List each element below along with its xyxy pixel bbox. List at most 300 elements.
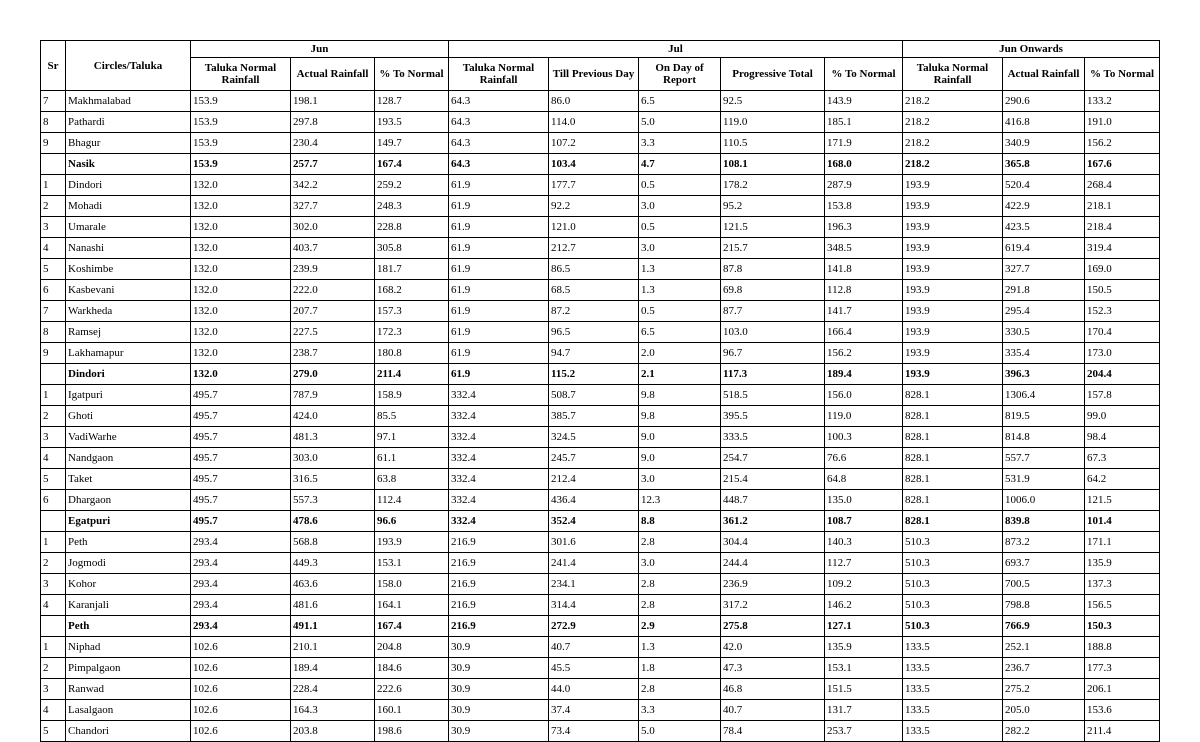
jul-percent-cell: 76.6 [825, 448, 903, 469]
jul-on-day-cell: 2.1 [639, 364, 721, 385]
onwards-actual-cell: 205.0 [1003, 700, 1085, 721]
sr-cell: 4 [41, 595, 66, 616]
header-onwards-normal: Taluka Normal Rainfall [903, 58, 1003, 91]
jul-till-previous-cell: 45.5 [549, 658, 639, 679]
jun-actual-cell: 228.4 [291, 679, 375, 700]
jul-till-previous-cell: 352.4 [549, 511, 639, 532]
table-row [41, 700, 1160, 721]
jul-percent-cell: 119.0 [825, 406, 903, 427]
jun-normal-cell: 495.7 [191, 427, 291, 448]
jun-normal-cell: 153.9 [191, 91, 291, 112]
jun-actual-cell: 230.4 [291, 133, 375, 154]
table-row [41, 280, 1160, 301]
onwards-normal-cell: 828.1 [903, 490, 1003, 511]
jul-till-previous-cell: 324.5 [549, 427, 639, 448]
sr-cell: 5 [41, 259, 66, 280]
jul-normal-cell: 30.9 [449, 679, 549, 700]
onwards-percent-cell: 188.8 [1085, 637, 1160, 658]
sr-cell: 4 [41, 700, 66, 721]
jun-actual-cell: 568.8 [291, 532, 375, 553]
jun-percent-cell: 167.4 [375, 616, 449, 637]
jul-normal-cell: 61.9 [449, 301, 549, 322]
jul-normal-cell: 332.4 [449, 469, 549, 490]
jun-percent-cell: 181.7 [375, 259, 449, 280]
jul-percent-cell: 168.0 [825, 154, 903, 175]
jun-actual-cell: 207.7 [291, 301, 375, 322]
jul-normal-cell: 61.9 [449, 343, 549, 364]
onwards-percent-cell: 153.6 [1085, 700, 1160, 721]
table-row [41, 238, 1160, 259]
jul-progressive-cell: 254.7 [721, 448, 825, 469]
table-row-total [41, 364, 1160, 385]
onwards-percent-cell: 99.0 [1085, 406, 1160, 427]
taluka-name-cell: Dhargaon [66, 490, 191, 511]
sr-cell [41, 511, 66, 532]
jun-normal-cell: 132.0 [191, 364, 291, 385]
onwards-normal-cell: 510.3 [903, 595, 1003, 616]
jun-percent-cell: 228.8 [375, 217, 449, 238]
onwards-normal-cell: 193.9 [903, 217, 1003, 238]
jun-percent-cell: 167.4 [375, 154, 449, 175]
jul-on-day-cell: 9.8 [639, 406, 721, 427]
header-onwards-percent: % To Normal [1085, 58, 1160, 91]
taluka-name-cell: Makhmalabad [66, 91, 191, 112]
jul-normal-cell: 216.9 [449, 553, 549, 574]
onwards-actual-cell: 330.5 [1003, 322, 1085, 343]
jun-actual-cell: 327.7 [291, 196, 375, 217]
table-row [41, 679, 1160, 700]
jul-till-previous-cell: 385.7 [549, 406, 639, 427]
jun-actual-cell: 279.0 [291, 364, 375, 385]
jun-normal-cell: 132.0 [191, 322, 291, 343]
taluka-name-cell: Jogmodi [66, 553, 191, 574]
jul-till-previous-cell: 212.7 [549, 238, 639, 259]
sr-cell: 9 [41, 343, 66, 364]
jul-normal-cell: 61.9 [449, 175, 549, 196]
jun-normal-cell: 293.4 [191, 553, 291, 574]
jul-on-day-cell: 2.0 [639, 343, 721, 364]
jul-till-previous-cell: 436.4 [549, 490, 639, 511]
jul-percent-cell: 140.3 [825, 532, 903, 553]
sr-cell: 9 [41, 133, 66, 154]
onwards-actual-cell: 1006.0 [1003, 490, 1085, 511]
jul-progressive-cell: 40.7 [721, 700, 825, 721]
jun-percent-cell: 184.6 [375, 658, 449, 679]
sr-cell: 1 [41, 385, 66, 406]
header-jun-normal: Taluka Normal Rainfall [191, 58, 291, 91]
jul-on-day-cell: 1.3 [639, 637, 721, 658]
jul-on-day-cell: 2.8 [639, 532, 721, 553]
jun-percent-cell: 305.8 [375, 238, 449, 259]
jul-percent-cell: 141.8 [825, 259, 903, 280]
jun-normal-cell: 102.6 [191, 658, 291, 679]
jul-progressive-cell: 110.5 [721, 133, 825, 154]
jul-on-day-cell: 6.5 [639, 91, 721, 112]
jun-normal-cell: 102.6 [191, 700, 291, 721]
onwards-normal-cell: 193.9 [903, 259, 1003, 280]
jun-actual-cell: 787.9 [291, 385, 375, 406]
sr-cell [41, 364, 66, 385]
sr-cell: 2 [41, 406, 66, 427]
jul-normal-cell: 332.4 [449, 427, 549, 448]
taluka-name-cell: Koshimbe [66, 259, 191, 280]
onwards-actual-cell: 766.9 [1003, 616, 1085, 637]
jul-normal-cell: 64.3 [449, 112, 549, 133]
onwards-normal-cell: 133.5 [903, 637, 1003, 658]
jul-till-previous-cell: 234.1 [549, 574, 639, 595]
jun-normal-cell: 102.6 [191, 637, 291, 658]
jun-percent-cell: 96.6 [375, 511, 449, 532]
jul-progressive-cell: 178.2 [721, 175, 825, 196]
rainfall-table [40, 40, 1160, 742]
jul-on-day-cell: 9.0 [639, 448, 721, 469]
jul-percent-cell: 135.9 [825, 637, 903, 658]
onwards-actual-cell: 423.5 [1003, 217, 1085, 238]
table-row [41, 217, 1160, 238]
onwards-percent-cell: 121.5 [1085, 490, 1160, 511]
sr-cell: 3 [41, 217, 66, 238]
jun-normal-cell: 132.0 [191, 343, 291, 364]
jul-normal-cell: 61.9 [449, 217, 549, 238]
sr-cell: 2 [41, 553, 66, 574]
taluka-name-cell: Pathardi [66, 112, 191, 133]
jul-on-day-cell: 3.0 [639, 238, 721, 259]
onwards-percent-cell: 169.0 [1085, 259, 1160, 280]
jul-till-previous-cell: 212.4 [549, 469, 639, 490]
table-row [41, 406, 1160, 427]
jul-on-day-cell: 0.5 [639, 301, 721, 322]
jul-percent-cell: 253.7 [825, 721, 903, 742]
jun-normal-cell: 132.0 [191, 238, 291, 259]
jul-on-day-cell: 2.8 [639, 679, 721, 700]
taluka-name-cell: Igatpuri [66, 385, 191, 406]
jul-percent-cell: 287.9 [825, 175, 903, 196]
jul-percent-cell: 135.0 [825, 490, 903, 511]
onwards-normal-cell: 218.2 [903, 91, 1003, 112]
table-row-total [41, 154, 1160, 175]
jun-percent-cell: 248.3 [375, 196, 449, 217]
sr-cell: 2 [41, 196, 66, 217]
header-group-jun-onwards: Jun Onwards [903, 41, 1160, 58]
jul-percent-cell: 112.8 [825, 280, 903, 301]
jul-till-previous-cell: 177.7 [549, 175, 639, 196]
jun-actual-cell: 302.0 [291, 217, 375, 238]
jul-normal-cell: 61.9 [449, 280, 549, 301]
jun-actual-cell: 238.7 [291, 343, 375, 364]
jul-till-previous-cell: 103.4 [549, 154, 639, 175]
onwards-actual-cell: 798.8 [1003, 595, 1085, 616]
jun-normal-cell: 495.7 [191, 511, 291, 532]
jun-normal-cell: 495.7 [191, 385, 291, 406]
jul-on-day-cell: 12.3 [639, 490, 721, 511]
table-row [41, 385, 1160, 406]
onwards-actual-cell: 236.7 [1003, 658, 1085, 679]
jun-actual-cell: 316.5 [291, 469, 375, 490]
sr-cell: 1 [41, 637, 66, 658]
jul-progressive-cell: 236.9 [721, 574, 825, 595]
header-group-jun: Jun [191, 41, 449, 58]
jul-normal-cell: 332.4 [449, 385, 549, 406]
jul-till-previous-cell: 94.7 [549, 343, 639, 364]
sr-cell: 2 [41, 658, 66, 679]
jul-till-previous-cell: 86.0 [549, 91, 639, 112]
jun-normal-cell: 293.4 [191, 532, 291, 553]
taluka-name-cell: Nasik [66, 154, 191, 175]
onwards-normal-cell: 828.1 [903, 406, 1003, 427]
jun-actual-cell: 222.0 [291, 280, 375, 301]
sr-cell: 8 [41, 322, 66, 343]
onwards-actual-cell: 839.8 [1003, 511, 1085, 532]
jul-on-day-cell: 6.5 [639, 322, 721, 343]
jul-progressive-cell: 275.8 [721, 616, 825, 637]
jul-progressive-cell: 103.0 [721, 322, 825, 343]
onwards-percent-cell: 218.4 [1085, 217, 1160, 238]
jul-percent-cell: 348.5 [825, 238, 903, 259]
jun-percent-cell: 158.9 [375, 385, 449, 406]
onwards-normal-cell: 510.3 [903, 616, 1003, 637]
jul-progressive-cell: 119.0 [721, 112, 825, 133]
onwards-normal-cell: 193.9 [903, 196, 1003, 217]
jun-percent-cell: 211.4 [375, 364, 449, 385]
onwards-normal-cell: 828.1 [903, 469, 1003, 490]
jun-actual-cell: 481.6 [291, 595, 375, 616]
onwards-percent-cell: 170.4 [1085, 322, 1160, 343]
taluka-name-cell: Mohadi [66, 196, 191, 217]
jul-progressive-cell: 395.5 [721, 406, 825, 427]
jun-actual-cell: 478.6 [291, 511, 375, 532]
onwards-percent-cell: 157.8 [1085, 385, 1160, 406]
jul-on-day-cell: 2.9 [639, 616, 721, 637]
jun-percent-cell: 85.5 [375, 406, 449, 427]
onwards-normal-cell: 828.1 [903, 511, 1003, 532]
onwards-percent-cell: 211.4 [1085, 721, 1160, 742]
taluka-name-cell: Taket [66, 469, 191, 490]
taluka-name-cell: Lakhamapur [66, 343, 191, 364]
jul-progressive-cell: 47.3 [721, 658, 825, 679]
sr-cell: 7 [41, 91, 66, 112]
jul-on-day-cell: 5.0 [639, 721, 721, 742]
jul-normal-cell: 61.9 [449, 196, 549, 217]
header-jun-percent: % To Normal [375, 58, 449, 91]
table-row [41, 490, 1160, 511]
table-row-total [41, 616, 1160, 637]
jul-normal-cell: 30.9 [449, 700, 549, 721]
sr-cell: 4 [41, 448, 66, 469]
onwards-percent-cell: 98.4 [1085, 427, 1160, 448]
onwards-actual-cell: 291.8 [1003, 280, 1085, 301]
taluka-name-cell: Ghoti [66, 406, 191, 427]
onwards-normal-cell: 828.1 [903, 427, 1003, 448]
onwards-percent-cell: 150.5 [1085, 280, 1160, 301]
jun-actual-cell: 189.4 [291, 658, 375, 679]
onwards-percent-cell: 191.0 [1085, 112, 1160, 133]
sr-cell: 7 [41, 301, 66, 322]
taluka-name-cell: Dindori [66, 175, 191, 196]
jun-actual-cell: 227.5 [291, 322, 375, 343]
table-row [41, 91, 1160, 112]
taluka-name-cell: Dindori [66, 364, 191, 385]
jul-till-previous-cell: 121.0 [549, 217, 639, 238]
jun-actual-cell: 557.3 [291, 490, 375, 511]
jun-actual-cell: 449.3 [291, 553, 375, 574]
onwards-percent-cell: 67.3 [1085, 448, 1160, 469]
jul-normal-cell: 61.9 [449, 259, 549, 280]
jun-normal-cell: 132.0 [191, 280, 291, 301]
jul-progressive-cell: 108.1 [721, 154, 825, 175]
jun-percent-cell: 204.8 [375, 637, 449, 658]
taluka-name-cell: Lasalgaon [66, 700, 191, 721]
jun-actual-cell: 257.7 [291, 154, 375, 175]
table-row [41, 658, 1160, 679]
jul-progressive-cell: 518.5 [721, 385, 825, 406]
jul-progressive-cell: 361.2 [721, 511, 825, 532]
jul-normal-cell: 64.3 [449, 154, 549, 175]
onwards-actual-cell: 282.2 [1003, 721, 1085, 742]
jun-percent-cell: 193.9 [375, 532, 449, 553]
header-circle-taluka: Circles/Taluka [66, 41, 191, 91]
jul-progressive-cell: 69.8 [721, 280, 825, 301]
jun-actual-cell: 210.1 [291, 637, 375, 658]
taluka-name-cell: Umarale [66, 217, 191, 238]
jun-normal-cell: 153.9 [191, 133, 291, 154]
jul-normal-cell: 64.3 [449, 133, 549, 154]
jun-normal-cell: 132.0 [191, 196, 291, 217]
jul-normal-cell: 61.9 [449, 364, 549, 385]
header-row-subcolumns [41, 58, 1160, 91]
onwards-actual-cell: 819.5 [1003, 406, 1085, 427]
jul-normal-cell: 332.4 [449, 490, 549, 511]
jul-percent-cell: 156.0 [825, 385, 903, 406]
header-row-groups [41, 41, 1160, 58]
jun-normal-cell: 293.4 [191, 616, 291, 637]
onwards-actual-cell: 557.7 [1003, 448, 1085, 469]
onwards-normal-cell: 193.9 [903, 301, 1003, 322]
onwards-actual-cell: 814.8 [1003, 427, 1085, 448]
jun-percent-cell: 180.8 [375, 343, 449, 364]
table-row [41, 721, 1160, 742]
jul-progressive-cell: 87.7 [721, 301, 825, 322]
jul-on-day-cell: 9.8 [639, 385, 721, 406]
jul-on-day-cell: 2.8 [639, 574, 721, 595]
jun-percent-cell: 193.5 [375, 112, 449, 133]
jun-actual-cell: 491.1 [291, 616, 375, 637]
jul-progressive-cell: 87.8 [721, 259, 825, 280]
table-row [41, 301, 1160, 322]
jul-till-previous-cell: 107.2 [549, 133, 639, 154]
jul-on-day-cell: 1.8 [639, 658, 721, 679]
onwards-percent-cell: 319.4 [1085, 238, 1160, 259]
jun-normal-cell: 495.7 [191, 469, 291, 490]
onwards-percent-cell: 204.4 [1085, 364, 1160, 385]
sr-cell: 8 [41, 112, 66, 133]
jul-on-day-cell: 4.7 [639, 154, 721, 175]
jul-on-day-cell: 0.5 [639, 217, 721, 238]
sr-cell: 4 [41, 238, 66, 259]
jul-percent-cell: 166.4 [825, 322, 903, 343]
jun-actual-cell: 481.3 [291, 427, 375, 448]
taluka-name-cell: Egatpuri [66, 511, 191, 532]
onwards-normal-cell: 218.2 [903, 112, 1003, 133]
jul-till-previous-cell: 241.4 [549, 553, 639, 574]
onwards-normal-cell: 133.5 [903, 679, 1003, 700]
onwards-percent-cell: 137.3 [1085, 574, 1160, 595]
jun-percent-cell: 128.7 [375, 91, 449, 112]
jul-progressive-cell: 78.4 [721, 721, 825, 742]
onwards-normal-cell: 193.9 [903, 175, 1003, 196]
jul-on-day-cell: 3.3 [639, 133, 721, 154]
taluka-name-cell: Kasbevani [66, 280, 191, 301]
jul-on-day-cell: 9.0 [639, 427, 721, 448]
jul-percent-cell: 196.3 [825, 217, 903, 238]
jul-normal-cell: 332.4 [449, 448, 549, 469]
onwards-percent-cell: 268.4 [1085, 175, 1160, 196]
jul-normal-cell: 332.4 [449, 406, 549, 427]
onwards-normal-cell: 510.3 [903, 553, 1003, 574]
jul-percent-cell: 112.7 [825, 553, 903, 574]
onwards-normal-cell: 510.3 [903, 574, 1003, 595]
jun-percent-cell: 61.1 [375, 448, 449, 469]
jul-percent-cell: 156.2 [825, 343, 903, 364]
onwards-normal-cell: 218.2 [903, 133, 1003, 154]
onwards-normal-cell: 828.1 [903, 385, 1003, 406]
jul-progressive-cell: 333.5 [721, 427, 825, 448]
jul-percent-cell: 109.2 [825, 574, 903, 595]
header-jul-progressive: Progressive Total [721, 58, 825, 91]
jun-normal-cell: 153.9 [191, 154, 291, 175]
jul-percent-cell: 185.1 [825, 112, 903, 133]
jul-normal-cell: 216.9 [449, 595, 549, 616]
onwards-normal-cell: 193.9 [903, 280, 1003, 301]
onwards-normal-cell: 193.9 [903, 238, 1003, 259]
taluka-name-cell: Warkheda [66, 301, 191, 322]
onwards-percent-cell: 156.5 [1085, 595, 1160, 616]
sr-cell: 3 [41, 427, 66, 448]
jul-progressive-cell: 42.0 [721, 637, 825, 658]
jul-on-day-cell: 3.0 [639, 196, 721, 217]
sr-cell: 3 [41, 574, 66, 595]
jun-normal-cell: 102.6 [191, 679, 291, 700]
jun-normal-cell: 132.0 [191, 175, 291, 196]
jul-percent-cell: 131.7 [825, 700, 903, 721]
jul-on-day-cell: 3.0 [639, 553, 721, 574]
jul-percent-cell: 127.1 [825, 616, 903, 637]
jun-normal-cell: 132.0 [191, 301, 291, 322]
onwards-percent-cell: 150.3 [1085, 616, 1160, 637]
sr-cell: 3 [41, 679, 66, 700]
table-row [41, 343, 1160, 364]
jun-percent-cell: 222.6 [375, 679, 449, 700]
jul-normal-cell: 30.9 [449, 721, 549, 742]
taluka-name-cell: Nanashi [66, 238, 191, 259]
table-row [41, 133, 1160, 154]
jul-till-previous-cell: 245.7 [549, 448, 639, 469]
onwards-actual-cell: 335.4 [1003, 343, 1085, 364]
jul-normal-cell: 216.9 [449, 574, 549, 595]
onwards-normal-cell: 133.5 [903, 658, 1003, 679]
jul-progressive-cell: 448.7 [721, 490, 825, 511]
jun-percent-cell: 160.1 [375, 700, 449, 721]
onwards-percent-cell: 135.9 [1085, 553, 1160, 574]
onwards-percent-cell: 173.0 [1085, 343, 1160, 364]
table-body [41, 91, 1160, 742]
onwards-actual-cell: 422.9 [1003, 196, 1085, 217]
jul-progressive-cell: 96.7 [721, 343, 825, 364]
onwards-actual-cell: 693.7 [1003, 553, 1085, 574]
jun-actual-cell: 198.1 [291, 91, 375, 112]
jul-till-previous-cell: 68.5 [549, 280, 639, 301]
jul-on-day-cell: 8.8 [639, 511, 721, 532]
header-jul-normal: Taluka Normal Rainfall [449, 58, 549, 91]
